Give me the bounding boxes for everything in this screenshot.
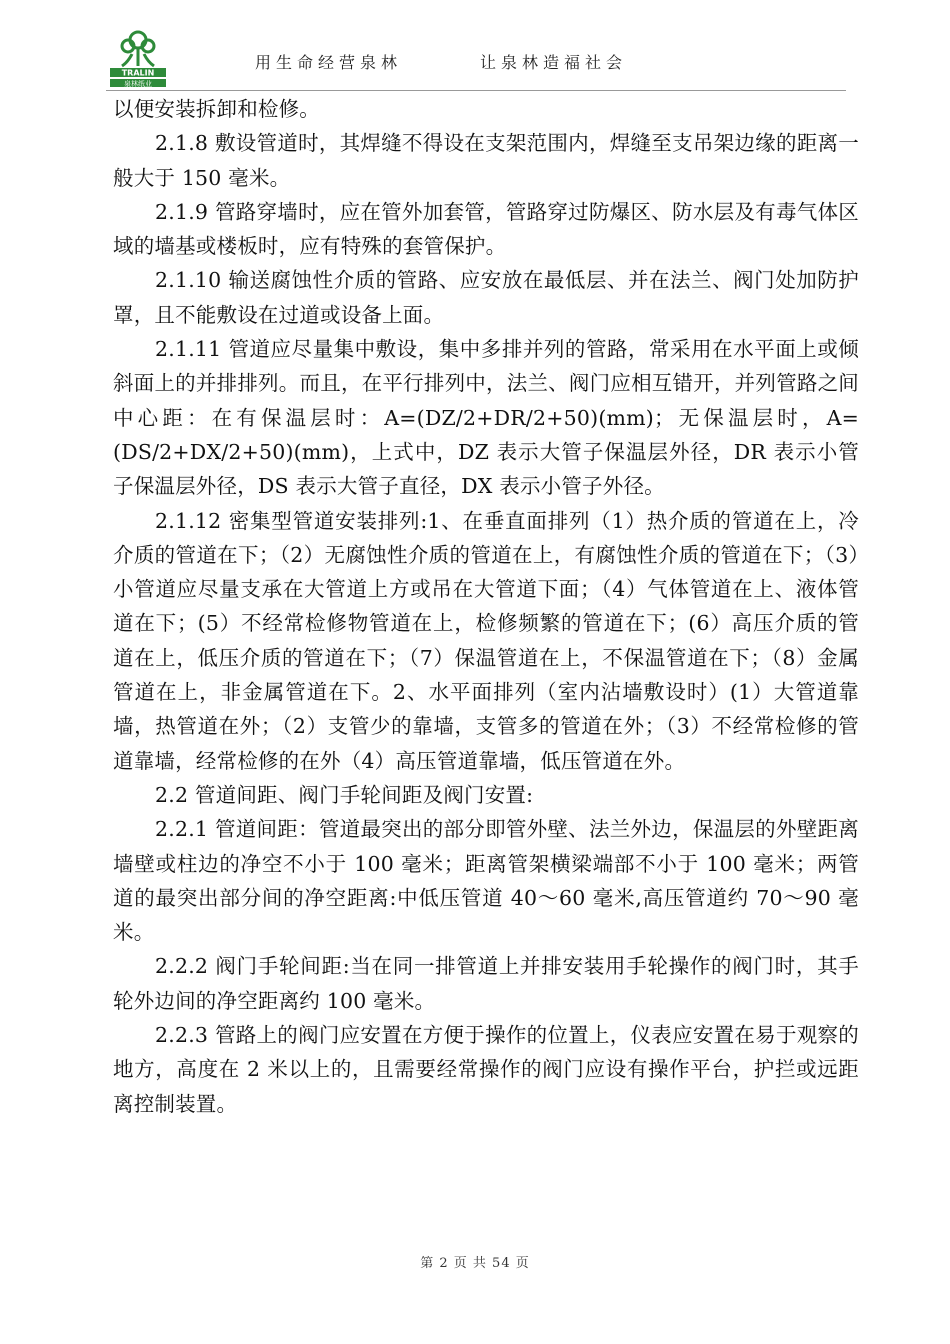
header-slogan-left: 用生命经营泉林: [255, 53, 403, 72]
paragraph: 2.1.8 敷设管道时，其焊缝不得设在支架范围内，焊缝至支吊架边缘的距离一般大于 150 毫米。: [113, 131, 859, 190]
paragraph: 2.2.1 管道间距：管道最突出的部分即管外壁、法兰外边，保温层的外壁距离墙壁或柱边的净空不小于 100 毫米；距离管架横梁端部不小于 100 毫米；两管道的最突出部分间的净空距离:中低压管道 40～60 毫米,高压管道约 70～90 毫米。: [113, 817, 859, 945]
document-body: [113, 92, 859, 1121]
section-heading: 2.2 管道间距、阀门手轮间距及阀门安置:: [155, 782, 534, 807]
paragraph: 以便安装拆卸和检修。: [113, 97, 320, 121]
paragraph: 2.1.9 管路穿墙时，应在管外加套管，管路穿过防爆区、防水层及有毒气体区域的墙基或楼板时，应有特殊的套管保护。: [113, 199, 859, 259]
tralin-logo: [106, 24, 170, 88]
paragraph: 2.2.2 阀门手轮间距:当在同一排管道上并排安装用手轮操作的阀门时，其手轮外边间的净空距离约 100 毫米。: [113, 954, 859, 1013]
page-number: 第 2 页 共 54 页: [420, 1256, 530, 1271]
paragraph: 2.1.11 管道应尽量集中敷设，集中多排并列的管路，常采用在水平面上或倾斜面上的并排排列。而且，在平行排列中，法兰、阀门应相互错开，并列管路之间中心距：在有保温层时：A=(DZ/2+DR/2+50)(mm)；无保温层时，A=(DS/2+DX/2+50)(mm)，上式中，DZ 表示大管子保温层外径，DR 表示小管子保温层外径，DS 表示大管子直径，DX 表示小管子外径。: [113, 337, 859, 499]
paragraph: 2.1.10 输送腐蚀性介质的管路、应安放在最低层、并在法兰、阀门处加防护罩，且不能敷设在过道或设备上面。: [113, 268, 859, 327]
header-divider: [106, 90, 846, 91]
paragraph: 2.2.3 管路上的阀门应安置在方便于操作的位置上，仪表应安置在易于观察的地方，高度在 2 米以上的，且需要经常操作的阀门应设有操作平台，护拦或远距离控制装置。: [113, 1023, 859, 1116]
page-header: [0, 0, 950, 92]
tree-logo-icon: [106, 24, 170, 88]
svg-text:泉林纸业: 泉林纸业: [124, 80, 152, 88]
paragraph: 2.1.12 密集型管道安装排列:1、在垂直面排列（1）热介质的管道在上，冷介质的管道在下；（2）无腐蚀性介质的管道在上，有腐蚀性介质的管道在下；（3）小管道应尽量支承在大管道上方或吊在大管道下面；（4）气体管道在上、液体管道在下；(5）不经常检修物管道在上，检修频繁的管道在下；(6）高压介质的管道在上，低压介质的管道在下；（7）保温管道在上，不保温管道在下；（8）金属管道在上，非金属管道在下。2、水平面排列（室内沾墙敷设时）(1）大管道靠墙，热管道在外；（2）支管少的靠墙，支管多的管道在外；（3）不经常检修的管道靠墙，经常检修的在外（4）高压管道靠墙，低压管道在外。: [113, 508, 859, 773]
svg-text:TRALIN: TRALIN: [121, 68, 155, 78]
header-slogan-right: 让泉林造福社会: [480, 53, 628, 72]
